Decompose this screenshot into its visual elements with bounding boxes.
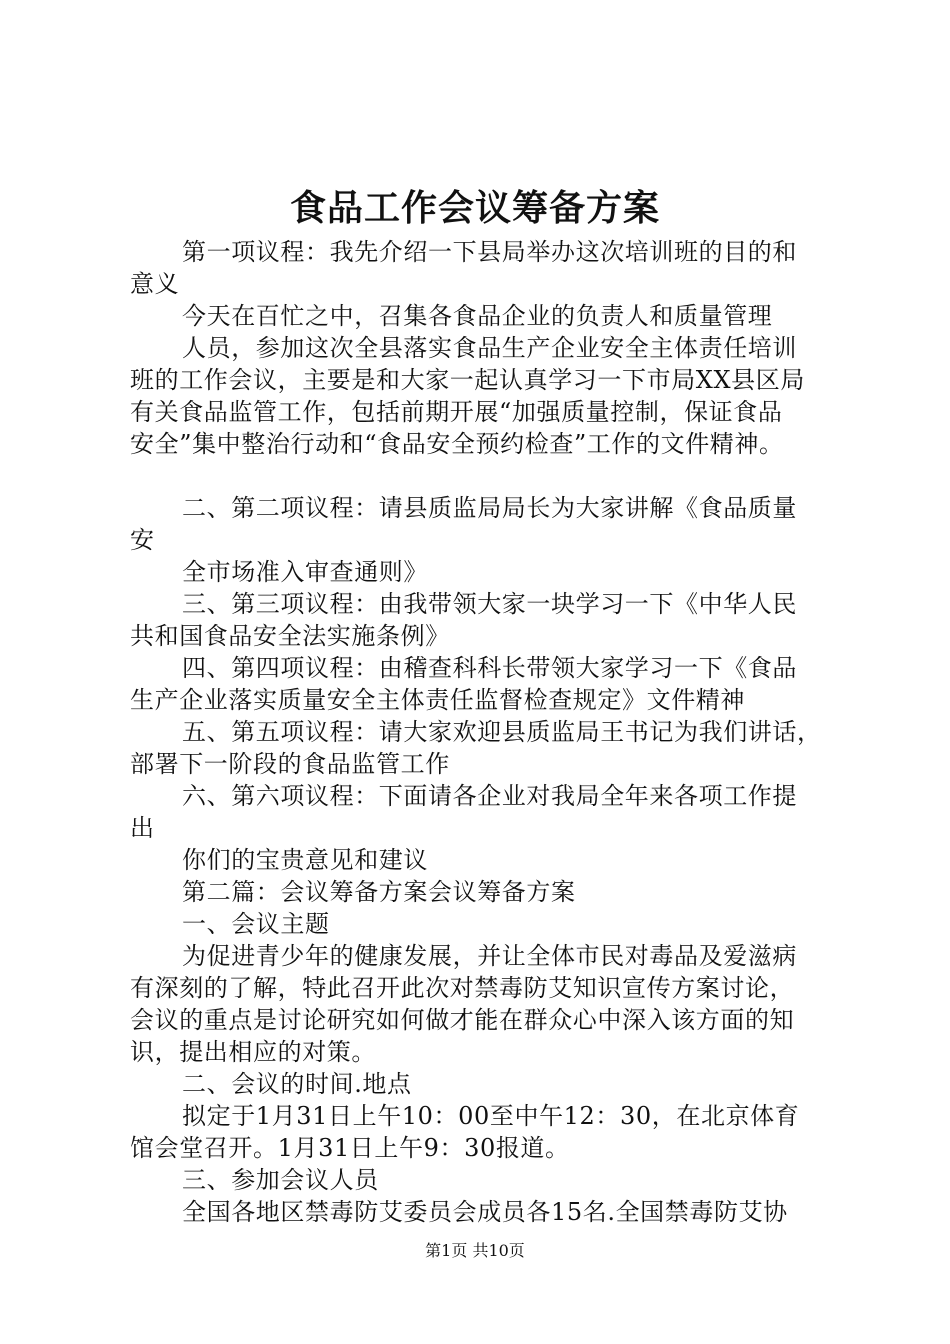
paragraph-gap: [130, 460, 860, 492]
text-line: 第一项议程：我先介绍一下县局举办这次培训班的目的和: [182, 238, 797, 266]
text-line: 生产企业落实质量安全主体责任监督检查规定》文件精神: [130, 686, 745, 714]
text-line: 四、第四项议程：由稽查科科长带领大家学习一下《食品: [182, 654, 797, 682]
text-line: 出: [130, 814, 155, 842]
text-line: 为促进青少年的健康发展，并让全体市民对毒品及爱滋病: [182, 942, 797, 970]
document-body: [130, 236, 860, 1228]
text-line: 全国各地区禁毒防艾委员会成员各15名.全国禁毒防艾协: [182, 1198, 788, 1226]
text-line: 安: [130, 526, 155, 554]
text-line: 今天在百忙之中，召集各食品企业的负责人和质量管理: [182, 302, 773, 330]
text-line: 会议的重点是讨论研究如何做才能在群众心中深入该方面的知: [130, 1006, 795, 1034]
text-line: 第二篇：会议筹备方案会议筹备方案: [182, 878, 576, 906]
text-line: 意义: [130, 270, 180, 298]
text-line: 有关食品监管工作，包括前期开展“加强质量控制，保证食品: [130, 398, 783, 426]
text-line: 班的工作会议，主要是和大家一起认真学习一下市局XX县区局: [130, 366, 805, 394]
text-line: 有深刻的了解，特此召开此次对禁毒防艾知识宣传方案讨论，: [130, 974, 795, 1002]
text-line: 二、第二项议程：请县质监局局长为大家讲解《食品质量: [182, 494, 797, 522]
document-title: 食品工作会议筹备方案: [289, 187, 660, 229]
text-line: 人员，参加这次全县落实食品生产企业安全主体责任培训: [182, 334, 797, 362]
text-line: 全市场准入审查通则》: [182, 558, 428, 586]
text-line: 五、第五项议程：请大家欢迎县质监局王书记为我们讲话，: [182, 718, 822, 746]
text-line: 馆会堂召开。1月31日上午9：30报道。: [130, 1134, 570, 1162]
text-line: 三、参加会议人员: [182, 1166, 379, 1194]
text-line: 共和国食品安全法实施条例》: [130, 622, 450, 650]
text-line: 六、第六项议程：下面请各企业对我局全年来各项工作提: [182, 782, 797, 810]
text-line: 部署下一阶段的食品监管工作: [130, 750, 450, 778]
text-line: 拟定于1月31日上午10：00至中午12：30，在北京体育: [182, 1102, 800, 1130]
text-line: 二、会议的时间.地点: [182, 1070, 412, 1098]
text-line: 识，提出相应的对策。: [130, 1038, 376, 1066]
text-line: 你们的宝贵意见和建议: [182, 846, 428, 874]
page-number: 第1页 共10页: [425, 1241, 525, 1260]
text-line: 一、会议主题: [182, 910, 330, 938]
text-line: 三、第三项议程：由我带领大家一块学习一下《中华人民: [182, 590, 797, 618]
text-line: 安全”集中整治行动和“食品安全预约检查”工作的文件精神。: [130, 430, 784, 458]
